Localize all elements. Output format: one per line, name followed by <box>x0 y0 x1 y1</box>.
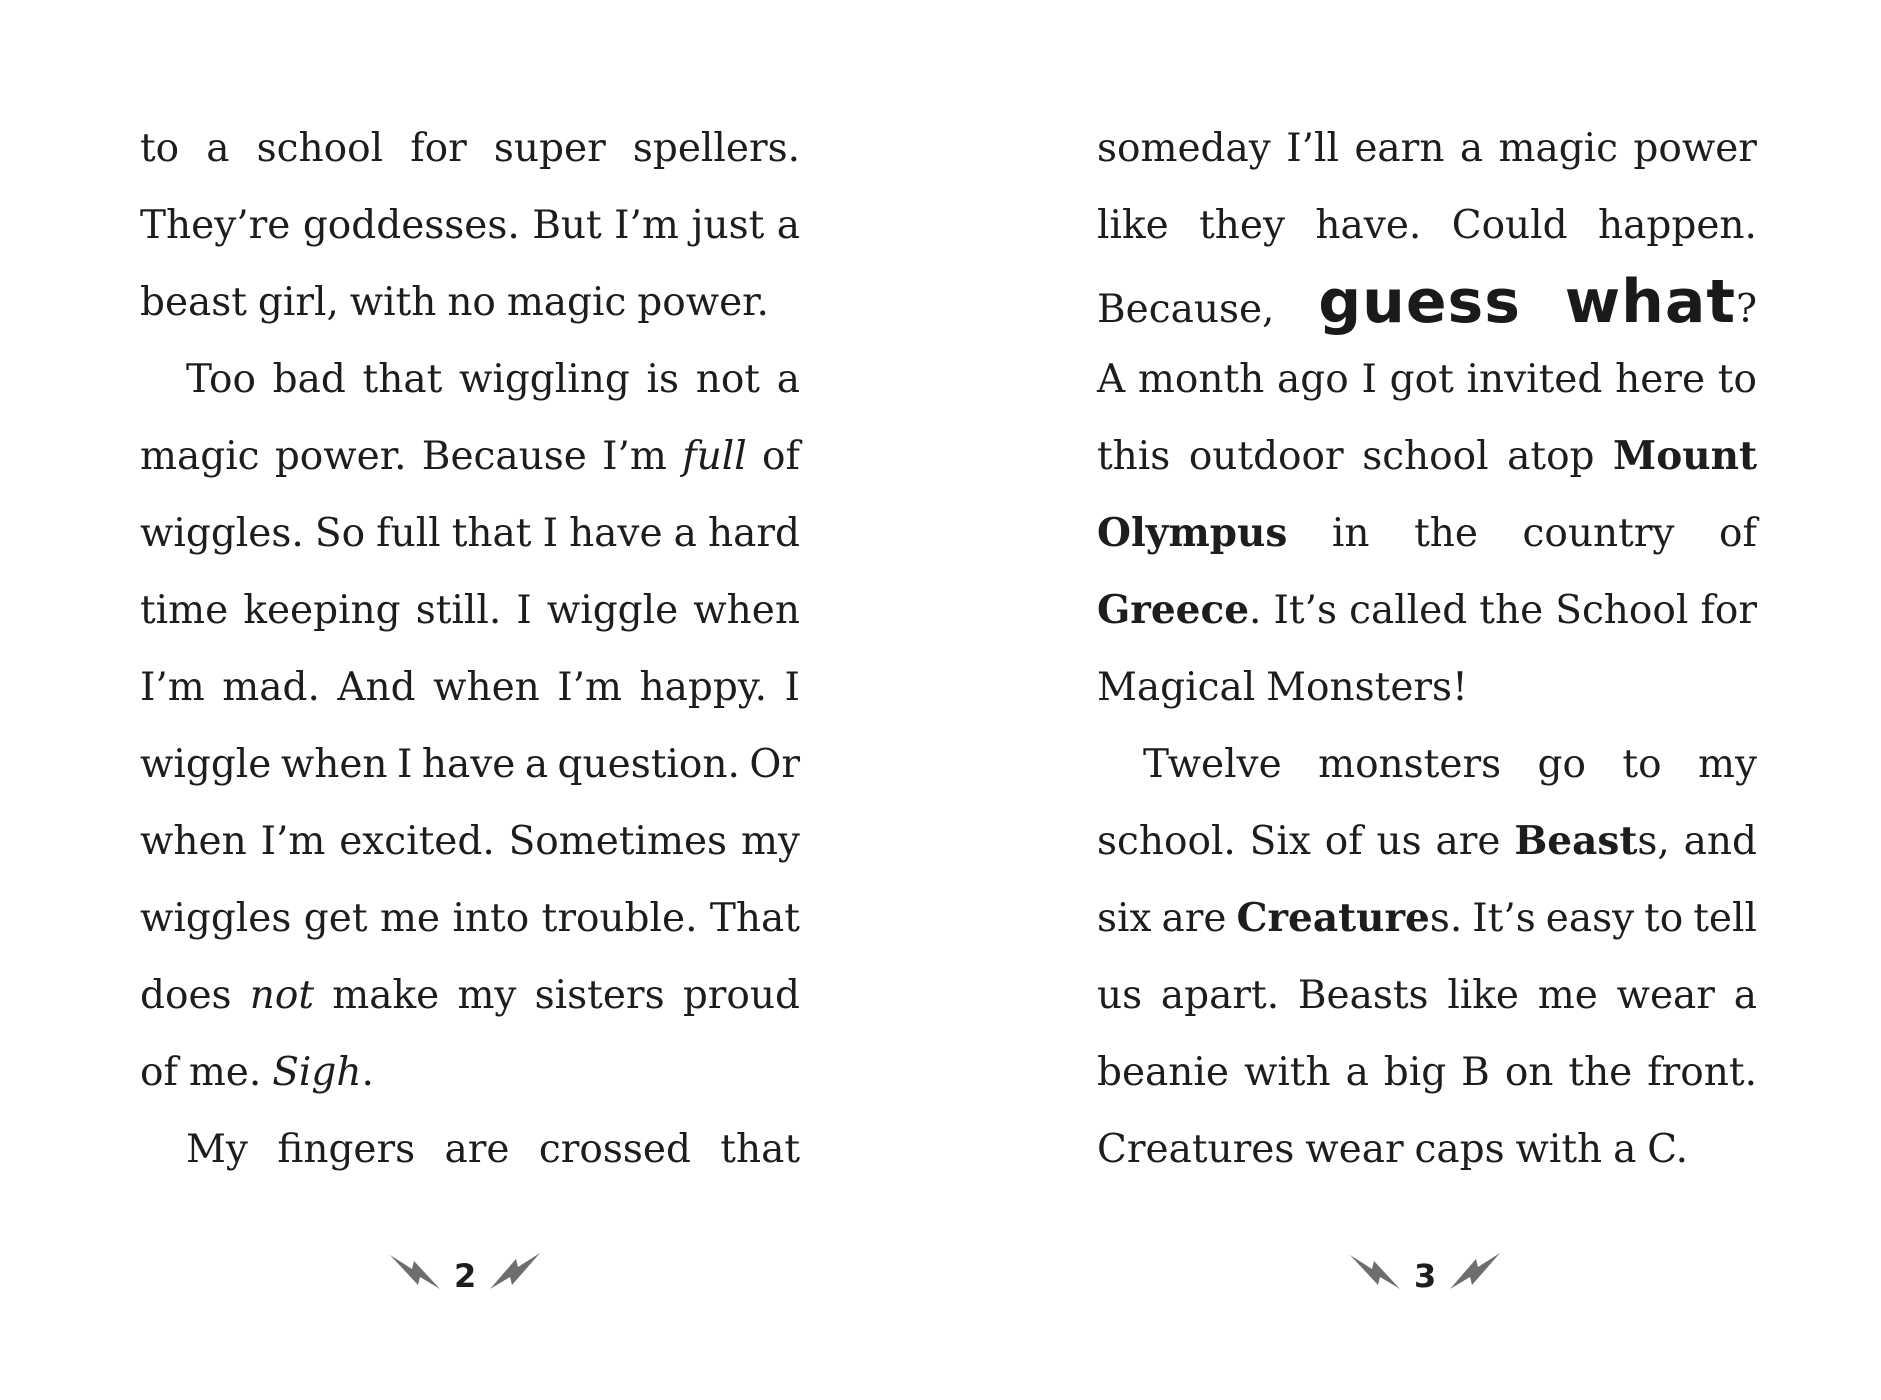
word: the <box>1568 1050 1633 1095</box>
word: wear <box>1616 973 1715 1018</box>
text-line <box>1097 726 1757 803</box>
word: I <box>784 665 800 710</box>
text-line <box>140 187 800 264</box>
text-line <box>1097 264 1757 341</box>
word: full <box>682 434 747 479</box>
word: of <box>1324 819 1363 864</box>
word: Too <box>186 357 256 402</box>
text-line <box>1097 649 1757 726</box>
word: power. <box>637 280 769 325</box>
word: have <box>569 511 663 556</box>
word: wiggles. <box>140 511 304 556</box>
word: easy <box>1545 896 1635 941</box>
word: is <box>646 357 679 402</box>
word: with <box>349 280 437 325</box>
word: no <box>447 280 496 325</box>
page-number: 2 <box>454 1257 477 1295</box>
word: the <box>1479 588 1544 633</box>
word: us <box>1097 973 1143 1018</box>
word: wiggles <box>140 896 292 941</box>
word: to <box>1622 742 1662 787</box>
word: and <box>1683 819 1757 864</box>
word: A <box>1097 357 1126 402</box>
word: just <box>691 203 765 248</box>
word: a <box>1613 1127 1637 1172</box>
word: when <box>140 819 247 864</box>
left-page <box>140 110 800 1188</box>
word: magic <box>506 280 627 325</box>
word: go <box>1537 742 1586 787</box>
word: a <box>1345 1050 1369 1095</box>
word: happy. <box>639 665 768 710</box>
word: for <box>1700 588 1757 633</box>
word: beanie <box>1097 1050 1229 1095</box>
word: School <box>1555 588 1689 633</box>
word: with <box>1243 1050 1331 1095</box>
word: time <box>140 588 229 633</box>
word: And <box>337 665 416 710</box>
word: guess <box>1318 267 1521 337</box>
word: Could <box>1451 203 1568 248</box>
word: It’s <box>1472 896 1536 941</box>
text-line <box>140 803 800 880</box>
word: the <box>1414 511 1478 556</box>
word: Twelve <box>1143 742 1282 787</box>
word: magic <box>140 434 260 479</box>
word: me <box>379 896 441 941</box>
word: magic <box>1498 126 1618 171</box>
word: Greece. <box>1097 587 1262 633</box>
word: that <box>362 357 443 402</box>
right-page-text <box>1097 110 1757 1188</box>
text-line <box>1097 1034 1757 1111</box>
word: caps <box>1414 1127 1505 1172</box>
word: beast <box>140 280 247 325</box>
word: mad. <box>222 665 320 710</box>
word: I’m <box>260 819 326 864</box>
text-line <box>1097 803 1757 880</box>
word: make <box>332 973 440 1018</box>
word: in <box>1331 511 1370 556</box>
word: crossed <box>538 1127 691 1172</box>
word: fingers <box>277 1127 416 1172</box>
lightning-bolt-icon <box>1348 1249 1404 1293</box>
right-page-folio <box>1348 1246 1502 1296</box>
text-line <box>140 1111 800 1188</box>
text-line <box>1097 957 1757 1034</box>
word: like <box>1447 973 1519 1018</box>
word: That <box>709 896 800 941</box>
word: that <box>720 1127 800 1172</box>
word: still. <box>415 588 502 633</box>
word: They’re <box>140 203 291 248</box>
word: are <box>444 1127 510 1172</box>
word: my <box>1697 742 1757 787</box>
word: got <box>1389 357 1454 402</box>
text-line <box>140 1034 800 1111</box>
word: Olympus <box>1097 510 1288 556</box>
word: hard <box>708 511 800 556</box>
word: wiggling <box>458 357 630 402</box>
word: for <box>410 126 467 171</box>
text-line <box>1097 1111 1757 1188</box>
word: apart. <box>1160 973 1280 1018</box>
word: school <box>256 126 384 171</box>
word: B <box>1461 1050 1490 1095</box>
word: I’m <box>140 665 205 710</box>
text-line <box>140 649 800 726</box>
text-line <box>140 880 800 957</box>
word: full <box>376 511 441 556</box>
text-line <box>1097 187 1757 264</box>
word: I <box>542 511 558 556</box>
word: to <box>1644 896 1684 941</box>
word: Because, <box>1097 287 1275 332</box>
word: spellers. <box>632 126 800 171</box>
word: have <box>421 742 516 787</box>
word: Sigh. <box>272 1050 374 1095</box>
word: a <box>206 126 230 171</box>
word: of <box>140 1050 178 1095</box>
word: that <box>451 511 532 556</box>
word: not <box>249 973 315 1018</box>
word: Creatures <box>1097 1127 1295 1172</box>
word: invited <box>1466 357 1603 402</box>
word: girl, <box>257 280 339 325</box>
word: Because <box>421 434 587 479</box>
word: excited. <box>339 819 495 864</box>
word: a <box>776 203 800 248</box>
text-line <box>1097 880 1757 957</box>
text-line <box>140 341 800 418</box>
word: what? <box>1564 267 1757 337</box>
word: Six <box>1249 819 1311 864</box>
word: called <box>1349 588 1468 633</box>
word: a <box>673 511 697 556</box>
text-line <box>140 264 800 341</box>
word: My <box>186 1127 248 1172</box>
word: wiggle <box>140 742 272 787</box>
word: Sometimes <box>508 819 728 864</box>
word: earn <box>1354 126 1445 171</box>
word: Beasts <box>1297 973 1429 1018</box>
word: like <box>1097 203 1169 248</box>
word: Or <box>749 742 800 787</box>
lightning-bolt-icon <box>486 1249 542 1293</box>
word: tell <box>1693 896 1757 941</box>
word: outdoor <box>1188 434 1344 479</box>
word: of <box>762 434 800 479</box>
right-page <box>1097 110 1757 1188</box>
text-line <box>140 957 800 1034</box>
text-line <box>140 110 800 187</box>
word: country <box>1522 511 1675 556</box>
word: to <box>1717 357 1757 402</box>
word: power <box>1633 126 1757 171</box>
word: I’m <box>557 665 623 710</box>
word: six <box>1097 896 1152 941</box>
word: into <box>452 896 530 941</box>
word: Creatures. <box>1236 895 1463 941</box>
word: wiggle <box>546 588 679 633</box>
word: on <box>1504 1050 1554 1095</box>
word: happen. <box>1598 203 1757 248</box>
word: to <box>140 126 180 171</box>
word: my <box>740 819 800 864</box>
word: school. <box>1097 819 1236 864</box>
text-line <box>1097 341 1757 418</box>
word: Mount <box>1613 433 1757 479</box>
word: super <box>493 126 606 171</box>
word: me. <box>188 1050 262 1095</box>
word: C. <box>1647 1127 1689 1172</box>
word: goddesses. <box>302 203 520 248</box>
word: school <box>1362 434 1489 479</box>
word: Beasts, <box>1514 818 1670 864</box>
word: a <box>1459 126 1484 171</box>
word: keeping <box>243 588 401 633</box>
word: me <box>1537 973 1598 1018</box>
word: a <box>524 742 549 787</box>
word: I’m <box>614 203 679 248</box>
word: It’s <box>1273 588 1338 633</box>
text-line <box>140 572 800 649</box>
word: are <box>1161 896 1227 941</box>
word: Magical <box>1097 665 1256 710</box>
word: power. <box>274 434 407 479</box>
word: bad <box>272 357 346 402</box>
word: monsters <box>1318 742 1502 787</box>
word: does <box>140 973 232 1018</box>
word: But <box>532 203 602 248</box>
word: have. <box>1315 203 1422 248</box>
word: are <box>1435 819 1501 864</box>
word: sisters <box>534 973 665 1018</box>
word: month <box>1137 357 1265 402</box>
left-page-folio <box>388 1246 542 1296</box>
text-line <box>1097 572 1757 649</box>
lightning-bolt-icon <box>388 1249 444 1293</box>
left-page-text <box>140 110 800 1188</box>
word: here <box>1615 357 1706 402</box>
text-line <box>140 495 800 572</box>
word: proud <box>682 973 800 1018</box>
word: not <box>695 357 760 402</box>
word: wear <box>1305 1127 1404 1172</box>
page-number: 3 <box>1414 1257 1437 1295</box>
word: Monsters! <box>1266 665 1468 710</box>
word: I <box>1361 357 1377 402</box>
text-line <box>1097 110 1757 187</box>
word: So <box>314 511 366 556</box>
text-line <box>140 418 800 495</box>
word: this <box>1097 434 1171 479</box>
word: when <box>433 665 540 710</box>
word: front. <box>1647 1050 1757 1095</box>
word: they <box>1199 203 1285 248</box>
text-line <box>1097 495 1757 572</box>
word: I’m <box>602 434 667 479</box>
word: us <box>1376 819 1422 864</box>
text-line <box>1097 418 1757 495</box>
word: I’ll <box>1286 126 1339 171</box>
word: my <box>457 973 517 1018</box>
word: big <box>1383 1050 1447 1095</box>
word: of <box>1719 511 1757 556</box>
lightning-bolt-icon <box>1446 1249 1502 1293</box>
word: atop <box>1507 434 1595 479</box>
word: question. <box>557 742 740 787</box>
word: with <box>1515 1127 1603 1172</box>
word: someday <box>1097 126 1271 171</box>
word: trouble. <box>541 896 698 941</box>
word: ago <box>1277 357 1349 402</box>
word: I <box>516 588 532 633</box>
word: a <box>776 357 800 402</box>
word: a <box>1733 973 1757 1018</box>
word: I <box>396 742 413 787</box>
text-line <box>140 726 800 803</box>
word: get <box>303 896 368 941</box>
word: when <box>693 588 800 633</box>
word: when <box>280 742 388 787</box>
